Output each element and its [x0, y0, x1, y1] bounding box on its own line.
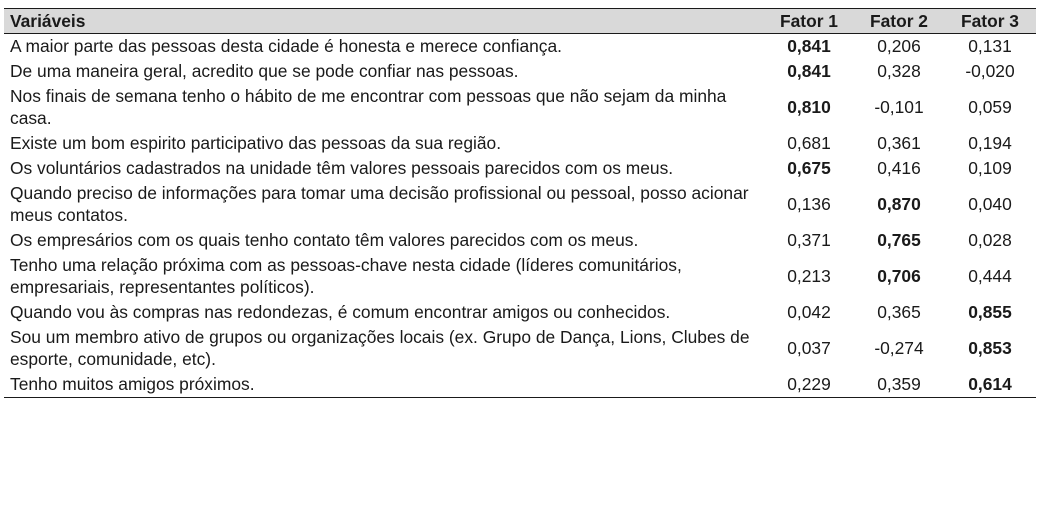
fator-1-cell: 0,371: [787, 230, 831, 250]
fator-1-cell: 0,037: [787, 338, 831, 358]
fator-2-cell: -0,101: [874, 97, 924, 117]
table-header: [4, 9, 1036, 34]
fator-2-cell: 0,765: [877, 230, 921, 250]
fator-3-cell: 0,614: [944, 372, 1036, 398]
fator-2-cell: -0,274: [874, 338, 924, 358]
fator-3-cell: 0,059: [968, 97, 1012, 117]
table-row: [4, 325, 1036, 372]
table-row: [4, 84, 1036, 131]
fator-3-cell: 0,444: [968, 266, 1012, 286]
table-row: [4, 253, 1036, 300]
header-fator-2: Fator 2: [854, 9, 944, 34]
variable-cell: Tenho muitos amigos próximos.: [4, 372, 764, 398]
variable-cell: Quando vou às compras nas redondezas, é comum encontrar amigos ou conhecidos.: [10, 302, 671, 322]
fator-1-cell: 0,042: [787, 302, 831, 322]
table-row: [4, 34, 1036, 60]
fator-3-cell: -0,020: [965, 61, 1015, 81]
variable-cell: Nos finais de semana tenho o hábito de me encontrar com pessoas que não sejam da minha casa.: [10, 86, 727, 128]
fator-1-cell: 0,810: [787, 97, 831, 117]
fator-3-cell: 0,109: [968, 158, 1012, 178]
variable-cell: Os voluntários cadastrados na unidade têm valores pessoais parecidos com os meus.: [10, 158, 674, 178]
table-row: [4, 300, 1036, 325]
table-row: [4, 181, 1036, 228]
table-row: [4, 131, 1036, 156]
table-row: [4, 59, 1036, 84]
fator-2-cell: 0,706: [877, 266, 921, 286]
variable-cell: Os empresários com os quais tenho contato têm valores parecidos com os meus.: [10, 230, 639, 250]
fator-1-cell: 0,229: [764, 372, 854, 398]
fator-1-cell: 0,213: [787, 266, 831, 286]
fator-2-cell: 0,206: [877, 36, 921, 56]
fator-1-cell: 0,675: [787, 158, 831, 178]
fator-3-cell: 0,028: [968, 230, 1012, 250]
fator-1-cell: 0,841: [787, 36, 831, 56]
fator-1-cell: 0,841: [787, 61, 831, 81]
fator-3-cell: 0,131: [968, 36, 1012, 56]
variable-cell: A maior parte das pessoas desta cidade é honesta e merece confiança.: [10, 36, 563, 56]
variable-cell: De uma maneira geral, acredito que se pode confiar nas pessoas.: [10, 61, 519, 81]
variable-cell: Tenho uma relação próxima com as pessoas-chave nesta cidade (líderes comunitários, empresariais, representantes políticos).: [10, 255, 682, 297]
variable-cell: Existe um bom espirito participativo das pessoas da sua região.: [10, 133, 502, 153]
header-fator-1: Fator 1: [764, 9, 854, 34]
header-fator-3: Fator 3: [944, 9, 1036, 34]
factor-table-container: [4, 8, 1036, 398]
fator-2-cell: 0,361: [877, 133, 921, 153]
table-body: [4, 34, 1036, 398]
fator-3-cell: 0,855: [968, 302, 1012, 322]
table-row: [4, 156, 1036, 181]
fator-1-cell: 0,681: [787, 133, 831, 153]
fator-3-cell: 0,040: [968, 194, 1012, 214]
fator-3-cell: 0,853: [968, 338, 1012, 358]
header-row: [4, 9, 1036, 34]
fator-3-cell: 0,194: [968, 133, 1012, 153]
factor-loadings-table: [4, 8, 1036, 398]
fator-2-cell: 0,328: [877, 61, 921, 81]
fator-2-cell: 0,365: [877, 302, 921, 322]
table-row: [4, 228, 1036, 253]
fator-2-cell: 0,870: [877, 194, 921, 214]
variable-cell: Sou um membro ativo de grupos ou organizações locais (ex. Grupo de Dança, Lions, Clubes de esporte, comunidade, etc).: [10, 327, 750, 369]
fator-1-cell: 0,136: [787, 194, 831, 214]
fator-2-cell: 0,416: [877, 158, 921, 178]
fator-2-cell: 0,359: [854, 372, 944, 398]
table-row: [4, 372, 1036, 398]
variable-cell: Quando preciso de informações para tomar uma decisão profissional ou pessoal, posso acionar meus contatos.: [10, 183, 749, 225]
header-variaveis: Variáveis: [4, 9, 764, 34]
